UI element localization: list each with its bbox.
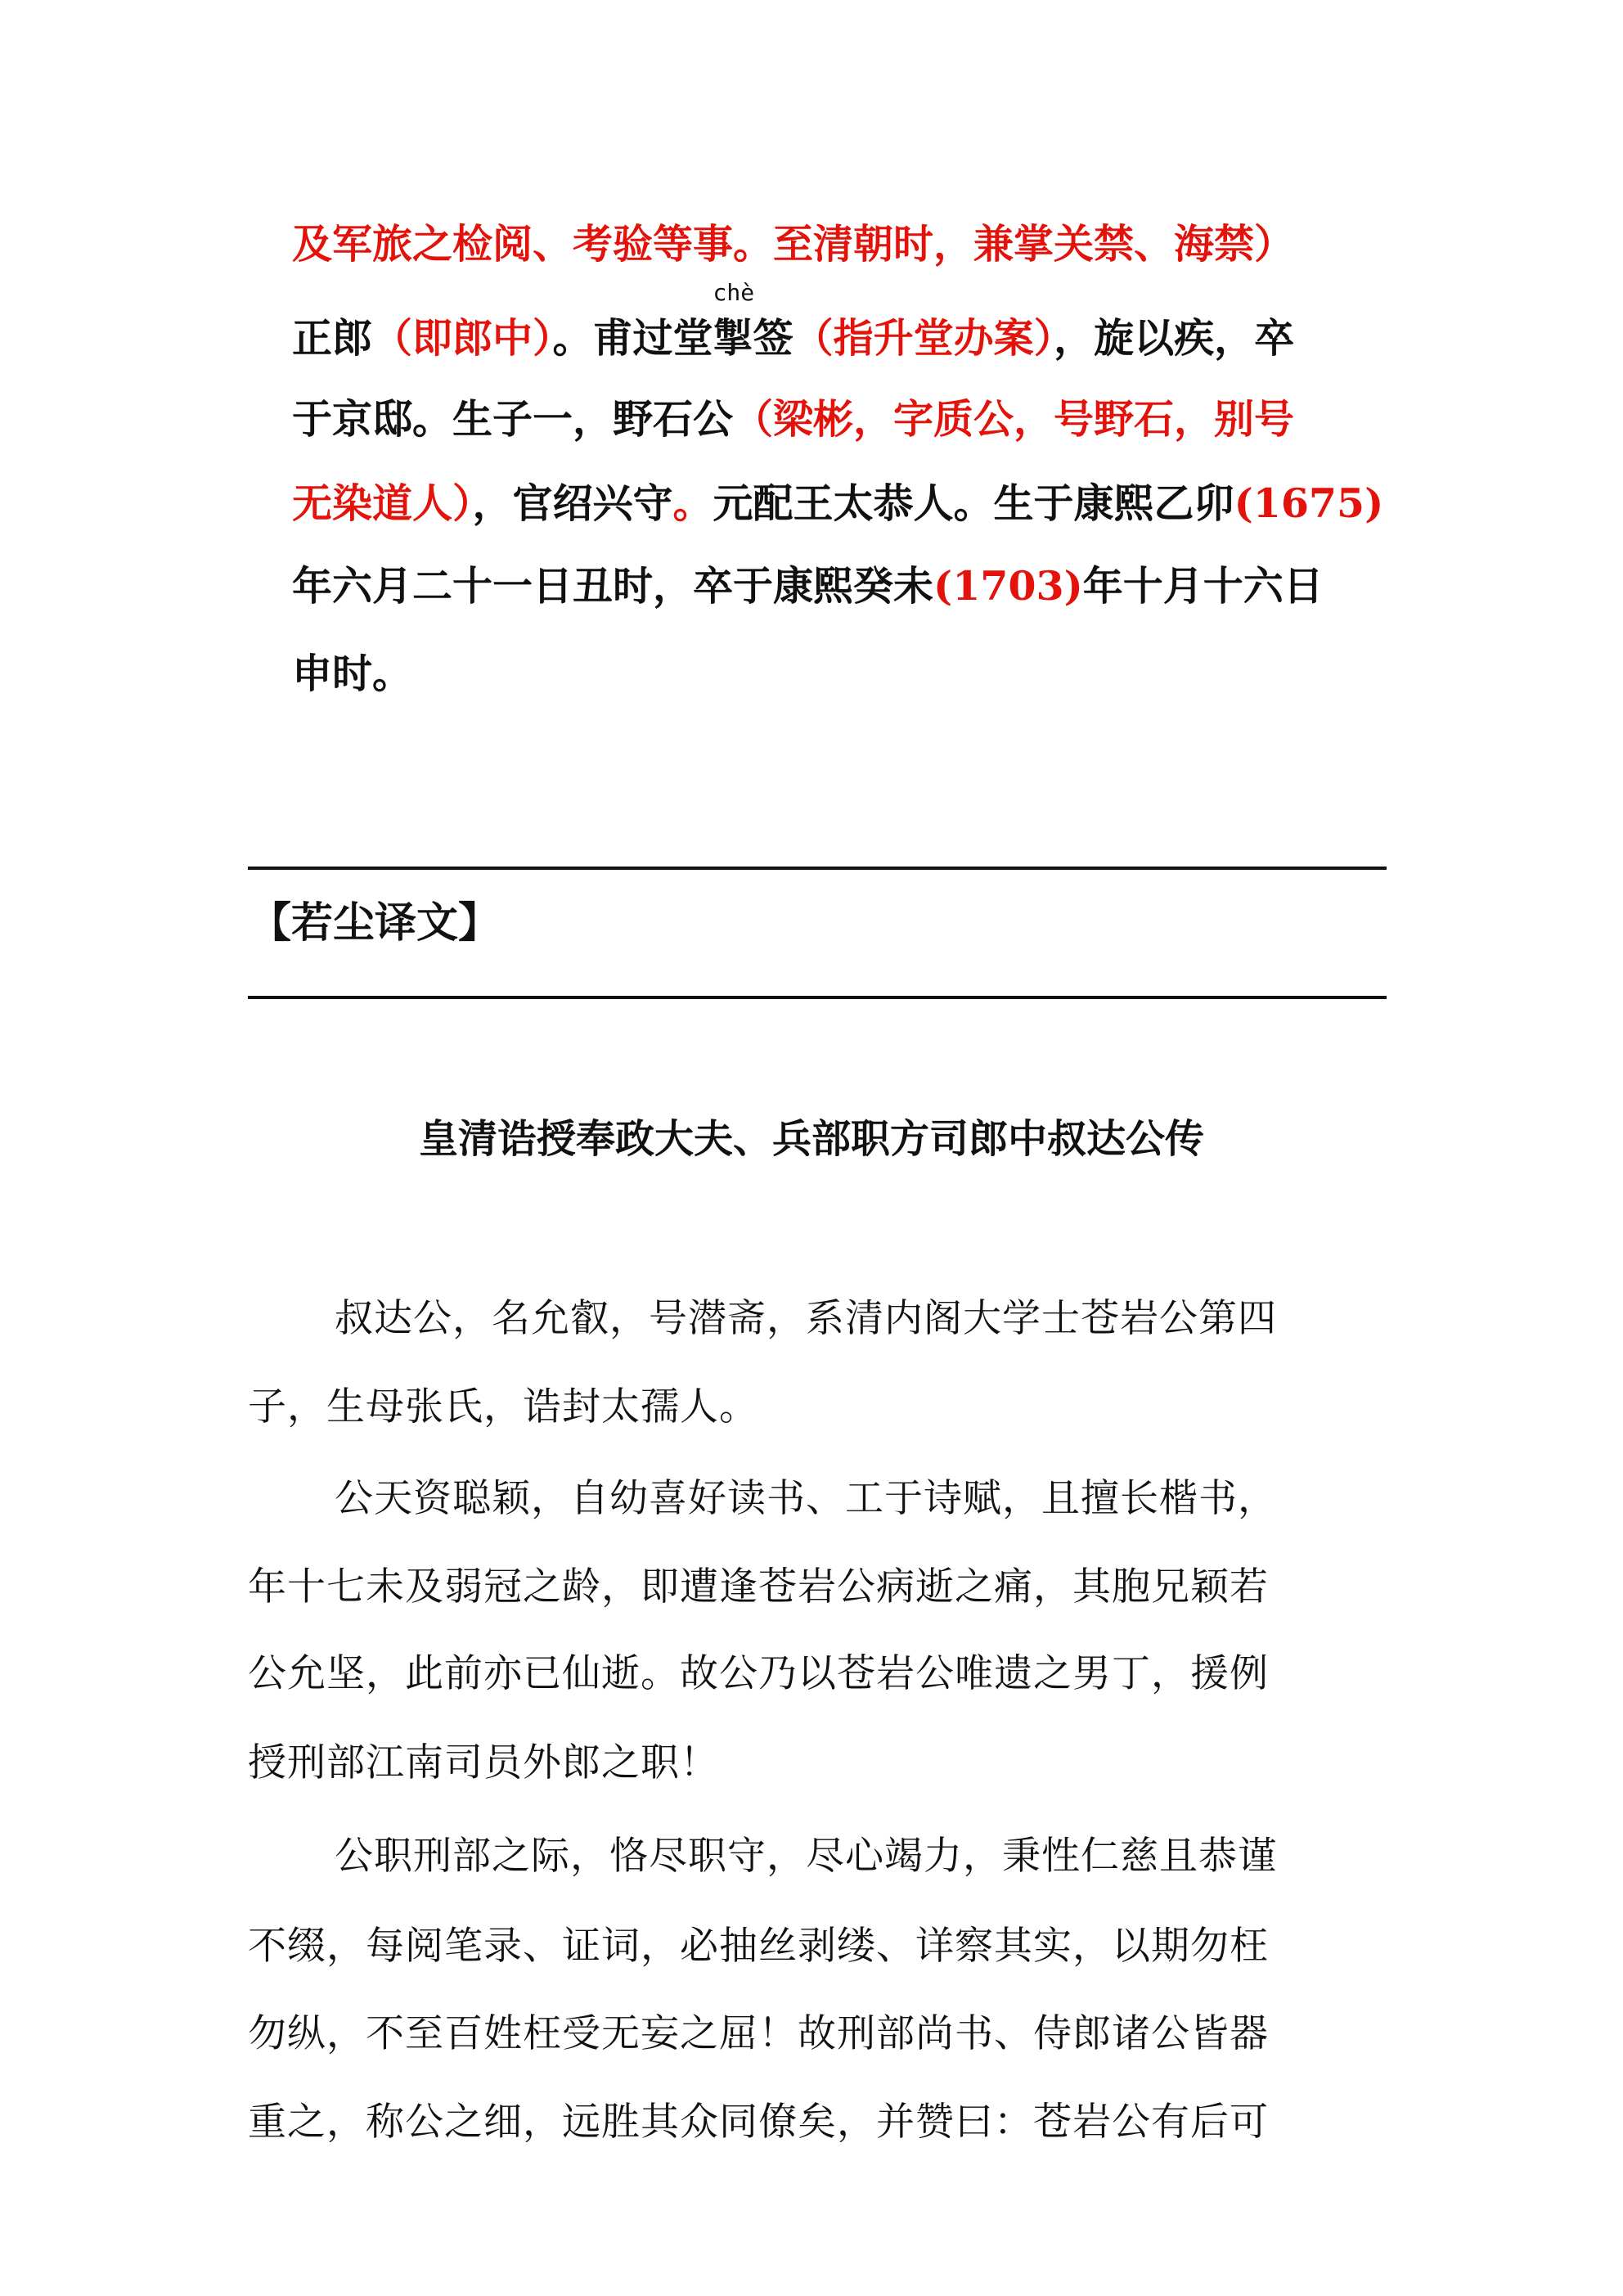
paragraph-line: 公允坚，此前亦已仙逝。故公乃以苍岩公唯遗之男丁，援例 [248,1651,1269,1696]
original-text-segment: 正郎 [292,314,373,362]
annotated-line [292,279,1388,362]
original-text-segment: 年十月十六日 [1082,562,1324,610]
annotated-line [292,219,1388,268]
paragraph-line: 叔达公，名允叡，号潜斋，系清内阁大学士苍岩公第四 [335,1296,1277,1341]
annotation-segment: 无染道人） [292,479,473,527]
annotated-line [292,479,1388,528]
original-text-segment: 签 [753,314,794,362]
bottom-divider [248,996,1387,999]
annotated-line [292,561,1388,610]
annotation-segment: (1675) [1234,479,1384,527]
original-text-segment: 申时。 [292,650,413,697]
annotation-segment: (1703) [933,562,1083,610]
original-text-segment: 于京邸。生子一，野石公 [292,395,734,443]
annotation-segment: 。 [672,479,713,527]
ruby-base-char: 掣 [713,314,753,362]
paragraph-line: 公天资聪颖，自幼喜好读书、工于诗赋，且擅长楷书， [335,1476,1277,1521]
annotation-segment: 及军旅之检阅、考验等事。至清朝时，兼掌关禁、海禁） [292,220,1295,268]
section-tag: 【若尘译文】 [250,898,501,948]
paragraph-line: 授刑部江南司员外郎之职！ [248,1740,719,1785]
paragraph-line: 子，生母张氏，诰封太孺人。 [248,1384,758,1429]
paragraph-line: 年十七未及弱冠之龄，即遭逢苍岩公病逝之痛，其胞兄颖若 [248,1564,1269,1609]
original-text-segment: ，旋以疾，卒 [1054,314,1295,362]
paragraph-line: 公职刑部之际，恪尽职守，尽心竭力，秉性仁慈且恭谨 [335,1834,1277,1879]
original-text-segment: ，官绍兴守 [472,479,673,527]
paragraph-line: 重之，称公之细，远胜其众同僚矣，并赞曰：苍岩公有后可 [248,2100,1269,2145]
ruby-annotation [713,279,755,362]
annotated-line [292,649,1388,698]
original-text-segment: 年六月二十一日丑时，卒于康熙癸未 [292,562,934,610]
annotation-segment: （指升堂办案） [793,314,1054,362]
top-divider [248,867,1387,870]
annotated-line [292,394,1388,443]
annotation-segment: （梁彬，字质公，号野石，别号 [733,395,1295,443]
paragraph-line: 不缀，每阅笔录、证词，必抽丝剥缕、详察其实，以期勿枉 [248,1924,1269,1969]
annotation-segment: （即郎中） [372,314,553,362]
translation-title: 皇清诰授奉政大夫、兵部职方司郎中叔达公传 [418,1116,1204,1162]
original-text-segment: 元配王太恭人。生于康熙乙卯 [713,479,1234,527]
original-text-segment: 。甫过堂 [552,314,713,362]
pinyin-reading: chè [713,279,755,306]
paragraph-line: 勿纵，不至百姓枉受无妄之屈！故刑部尚书、侍郎诸公皆器 [248,2011,1269,2056]
